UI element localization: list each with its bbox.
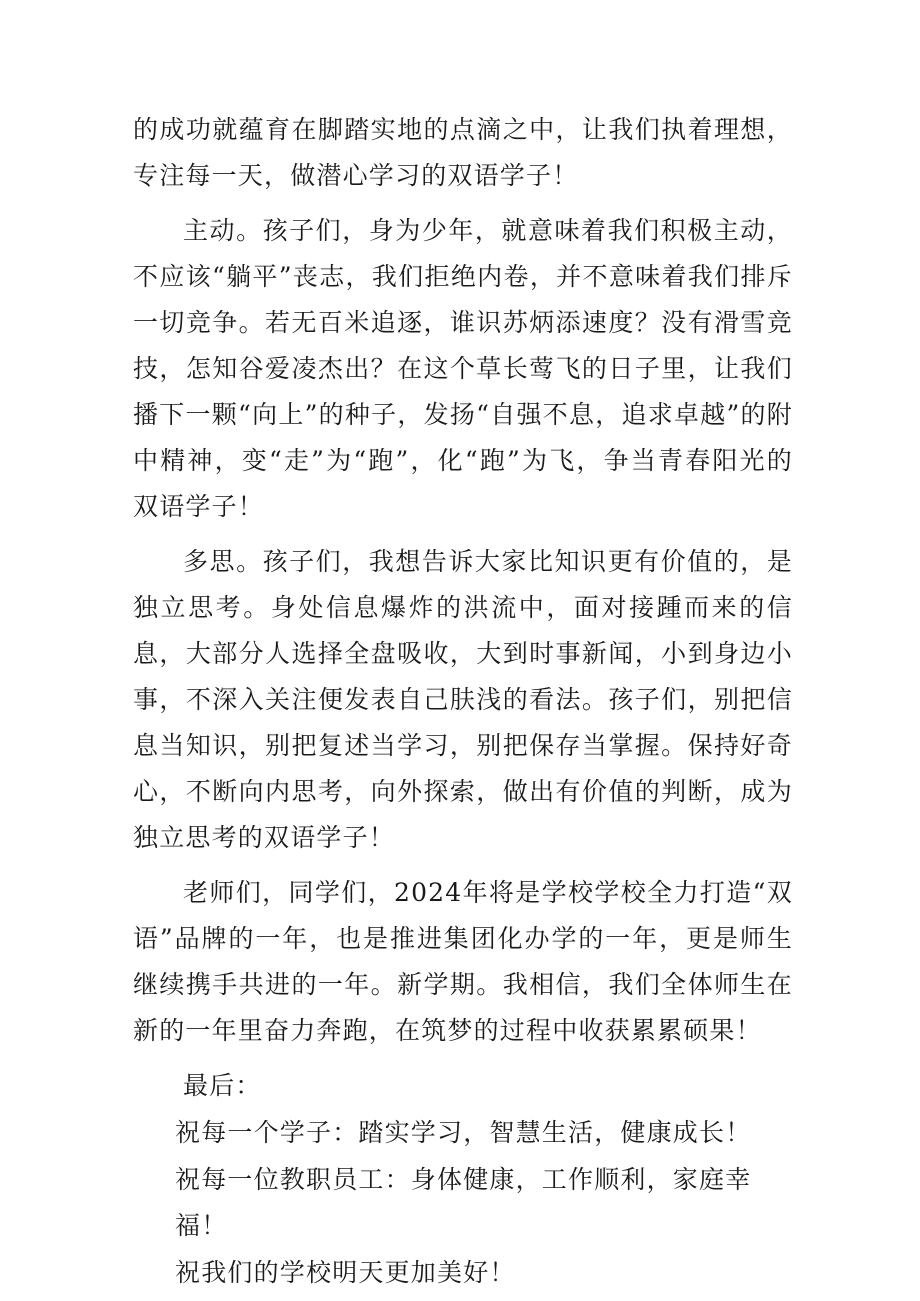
paragraph-continuation: 的成功就蕴育在脚踏实地的点滴之中，让我们执着理想，专注每一天，做潜心学习的双语学子！: [133, 115, 793, 190]
wish-students: 祝每一个学子：踏实学习，智慧生活，健康成长！: [175, 1118, 752, 1147]
wishes-list: [133, 1110, 793, 1296]
wish-school: 祝我们的学校明天更加美好！: [175, 1258, 516, 1287]
paragraph-think-more: 多思。孩子们，我想告诉大家比知识更有价值的，是独立思考。身处信息爆炸的洪流中，面对接踵而来的信息，大部分人选择全盘吸收，大到时事新闻，小到身边小事，不深入关注便发表自己肤浅的看法。孩子们，别把信息当知识，别把复述当学习，别把保存当掌握。保持好奇心，不断向内思考，向外探索，做出有价值的判断，成为独立思考的双语学子！: [133, 547, 793, 852]
wish-staff: 祝每一位教职员工：身体健康，工作顺利，家庭幸福！: [175, 1165, 752, 1240]
document-body: [133, 107, 793, 1296]
paragraph-new-year: 老师们，同学们，2024年将是学校学校全力打造“双语”品牌的一年，也是推进集团化办学的一年，更是师生继续携手共进的一年。新学期。我相信，我们全体师生在新的一年里奋力奔跑，在筑梦的过程中收获累累硕果！: [133, 878, 793, 1045]
paragraph-proactive: 主动。孩子们，身为少年，就意味着我们积极主动，不应该“躺平”丧志，我们拒绝内卷，并不意味着我们排斥一切竞争。若无百米追逐，谁识苏炳添速度？没有滑雪竞技，怎知谷爱凌杰出？在这个草长莺飞的日子里，让我们播下一颗“向上”的种子，发扬“自强不息，追求卓越”的附中精神，变“走”为“跑”，化“跑”为飞，争当青春阳光的双语学子！: [133, 216, 793, 521]
closing-label: 最后：: [183, 1071, 262, 1100]
